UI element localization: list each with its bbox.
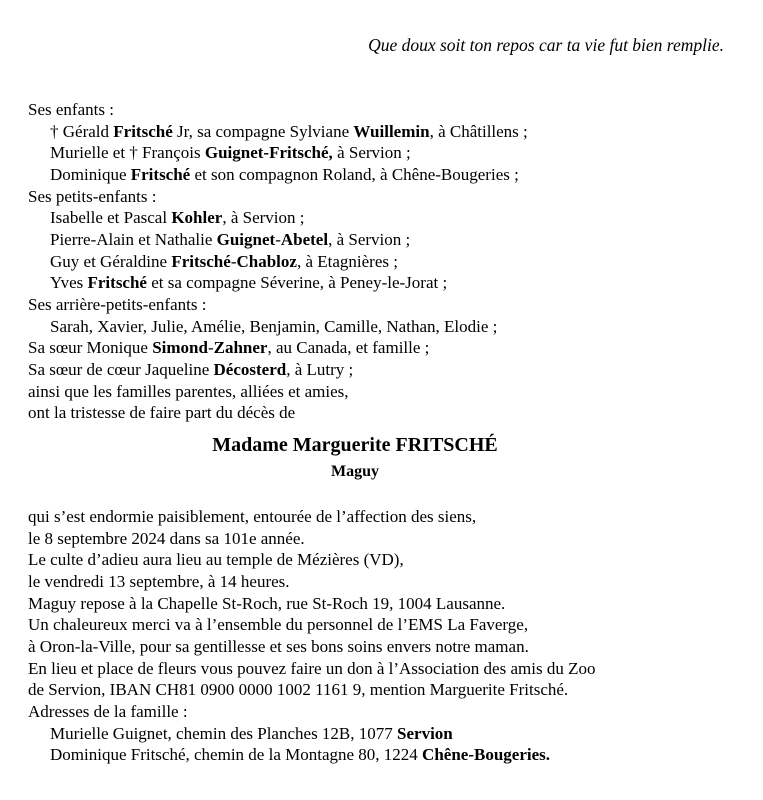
text-segment: , à Châtillens ; (429, 121, 528, 141)
text-line (28, 593, 743, 615)
surname-bold: Wuillemin (353, 121, 430, 141)
surname-bold: Fritsché (171, 251, 231, 271)
text-segment: Ses enfants : (28, 100, 114, 119)
surname-bold: Zahner (213, 338, 268, 358)
text-line (28, 636, 743, 658)
text-segment: Sarah, Xavier, Julie, Amélie, Benjamin, Camille, Nathan, Elodie ; (50, 316, 498, 336)
text-line (28, 251, 743, 273)
text-segment: Murielle Guignet, chemin des Planches 12B, 1077 (50, 723, 398, 743)
text-line (28, 142, 743, 164)
surname-bold: Fritsché (113, 121, 173, 141)
text-line (28, 316, 743, 338)
surname-bold: Simond (152, 338, 208, 358)
text-segment: à Servion ; (332, 143, 411, 163)
text-segment: - (207, 338, 214, 358)
text-line (28, 744, 743, 766)
text-segment: Dominique (50, 164, 131, 184)
text-segment: Guy et Géraldine (50, 251, 172, 271)
surname-bold: Chabloz (236, 251, 297, 271)
family-list (28, 99, 743, 424)
text-segment: En lieu et place de fleurs vous pouvez faire un don à l’Association des amis du Zoo (28, 658, 596, 678)
text-segment: - (275, 229, 281, 249)
text-line (28, 207, 743, 229)
text-line (28, 186, 743, 208)
text-line (28, 121, 743, 143)
text-segment: Maguy repose à la Chapelle St-Roch, rue St-Roch 19, 1004 Lausanne. (28, 593, 506, 613)
text-segment: le 8 septembre 2024 dans sa 101e année. (28, 528, 305, 548)
text-segment: le vendredi 13 septembre, à 14 heures. (28, 571, 290, 591)
text-segment: , à Servion ; (328, 229, 411, 249)
text-segment: , à Etagnières ; (296, 251, 398, 271)
text-segment: Dominique Fritsché, chemin de la Montagne 80, 1224 (50, 745, 423, 765)
text-segment: , à Servion ; (222, 208, 305, 228)
text-segment: - (230, 251, 237, 271)
text-segment: Yves (50, 273, 88, 293)
announcement-body (28, 506, 743, 766)
surname-bold: Guignet (216, 229, 276, 249)
text-segment: Ses arrière-petits-enfants : (28, 294, 207, 314)
text-line (28, 528, 743, 550)
text-line (28, 723, 743, 745)
text-segment: Le culte d’adieu aura lieu au temple de Mézières (VD), (28, 550, 404, 570)
surname-bold: Guignet-Fritsché, (204, 143, 333, 163)
text-line (28, 679, 743, 701)
surname-bold: Décosterd (213, 359, 287, 379)
surname-bold: Fritsché (130, 164, 191, 184)
text-line (28, 381, 743, 403)
surname-bold: Kohler (171, 208, 223, 228)
text-line (28, 359, 743, 381)
text-segment: ainsi que les familles parentes, alliées et amies, (28, 381, 349, 401)
text-segment: qui s’est endormie paisiblement, entourée de l’affection des siens, (28, 507, 477, 526)
text-segment: Jr, sa compagne Sylviane (172, 121, 354, 141)
text-line (28, 506, 743, 528)
text-segment: à Oron-la-Ville, pour sa gentillesse et ses bons soins envers notre maman. (28, 636, 529, 656)
text-line (28, 164, 743, 186)
text-line (28, 701, 743, 723)
surname-bold: Abetel (280, 229, 329, 249)
text-segment: ont la tristesse de faire part du décès de (28, 403, 296, 423)
text-line (28, 337, 743, 359)
text-line (28, 294, 743, 316)
surname-bold: Servion (397, 723, 453, 743)
text-segment: et sa compagne Séverine, à Peney-le-Jorat ; (146, 273, 448, 293)
text-segment: Adresses de la famille : (28, 701, 188, 721)
epitaph-quote: Que doux soit ton repos car ta vie fut bien remplie. (368, 35, 724, 55)
text-segment: Isabelle et Pascal (50, 208, 172, 228)
deceased-name-heading: Madame Marguerite FRITSCHÉ (212, 434, 498, 456)
text-line (28, 658, 743, 680)
text-line (28, 99, 743, 121)
text-segment: Un chaleureux merci va à l’ensemble du personnel de l’EMS La Faverge, (28, 615, 529, 635)
text-line (28, 229, 743, 251)
text-segment: Sa sœur de cœur Jaqueline (28, 359, 214, 379)
text-line (28, 549, 743, 571)
text-segment: Ses petits-enfants : (28, 186, 157, 206)
surname-bold: Fritsché (87, 273, 147, 293)
surname-bold: Chêne-Bougeries. (422, 745, 551, 765)
text-line (28, 571, 743, 593)
text-segment: Sa sœur Monique (28, 338, 153, 358)
text-segment: de Servion, IBAN CH81 0900 0000 1002 1161 9, mention Marguerite Fritsché. (28, 680, 569, 700)
text-line (28, 402, 743, 424)
text-segment: , à Lutry ; (286, 359, 354, 379)
deceased-nickname: Maguy (331, 463, 379, 480)
text-segment: et son compagnon Roland, à Chêne-Bougeries ; (190, 164, 519, 184)
text-segment: Pierre-Alain et Nathalie (50, 229, 217, 249)
text-segment: † Gérald (50, 121, 114, 141)
text-line (28, 614, 743, 636)
text-line (28, 272, 743, 294)
text-segment: Murielle et † François (50, 143, 205, 163)
text-segment: , au Canada, et famille ; (267, 338, 430, 358)
